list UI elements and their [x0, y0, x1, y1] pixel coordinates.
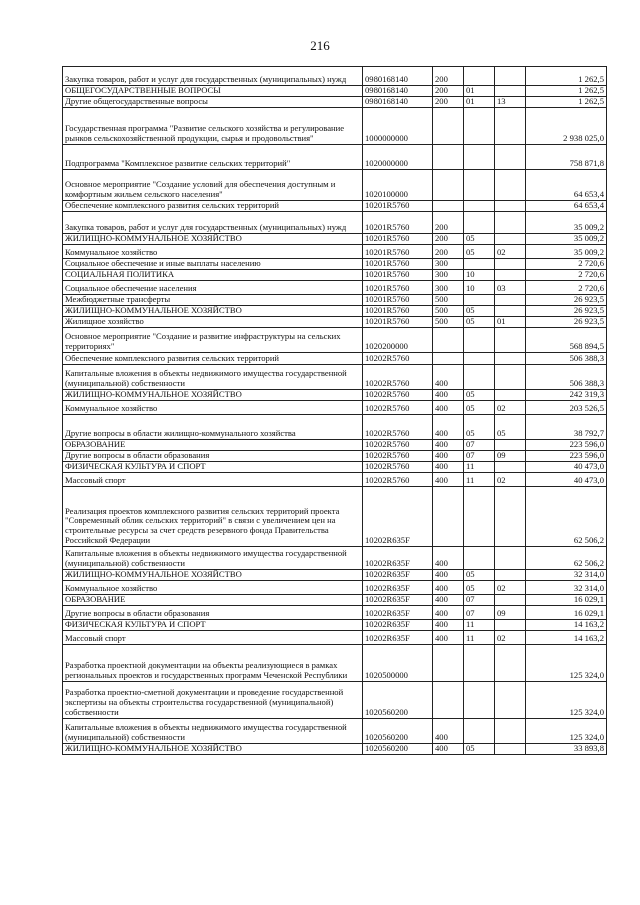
row-amount-cell: 26 923,5: [526, 295, 607, 306]
row-amount-cell: 242 319,3: [526, 390, 607, 401]
row-subsection-cell: [495, 440, 526, 451]
row-section-cell: 05: [464, 744, 495, 755]
page-number: 216: [310, 38, 330, 53]
row-amount-cell: 223 596,0: [526, 440, 607, 451]
row-section-cell: [464, 719, 495, 744]
row-subsection-cell: [495, 295, 526, 306]
row-amount-cell: 1 262,5: [526, 86, 607, 97]
row-expense-type-cell: 200: [433, 97, 464, 108]
row-expense-type-cell: 400: [433, 631, 464, 645]
row-name-cell: ЖИЛИЩНО-КОММУНАЛЬНОЕ ХОЗЯЙСТВО: [63, 570, 363, 581]
row-name-cell: Коммунальное хозяйство: [63, 401, 363, 415]
table-row: [63, 473, 607, 487]
table-row: [63, 97, 607, 108]
row-name-cell: Массовый спорт: [63, 631, 363, 645]
row-amount-cell: 38 792,7: [526, 415, 607, 440]
row-section-cell: [464, 328, 495, 353]
row-name-cell: ЖИЛИЩНО-КОММУНАЛЬНОЕ ХОЗЯЙСТВО: [63, 306, 363, 317]
row-section-cell: 07: [464, 440, 495, 451]
row-code-cell: 0980168140: [363, 86, 433, 97]
table-row: [63, 353, 607, 365]
row-subsection-cell: [495, 719, 526, 744]
row-expense-type-cell: 400: [433, 440, 464, 451]
row-subsection-cell: [495, 744, 526, 755]
row-subsection-cell: [495, 306, 526, 317]
row-section-cell: 01: [464, 97, 495, 108]
row-name-cell: Обеспечение комплексного развития сельских территорий: [63, 353, 363, 365]
row-code-cell: 10202R635F: [363, 487, 433, 547]
row-subsection-cell: [495, 212, 526, 234]
row-section-cell: 05: [464, 581, 495, 595]
row-subsection-cell: 02: [495, 401, 526, 415]
row-name-cell: Капитальные вложения в объекты недвижимого имущества государственной (муниципальной) собственности: [63, 719, 363, 744]
row-expense-type-cell: 400: [433, 415, 464, 440]
row-code-cell: 10202R635F: [363, 581, 433, 595]
row-subsection-cell: 03: [495, 281, 526, 295]
row-subsection-cell: [495, 328, 526, 353]
table-row: [63, 270, 607, 281]
row-subsection-cell: [495, 145, 526, 170]
row-section-cell: 05: [464, 306, 495, 317]
row-amount-cell: 33 893,8: [526, 744, 607, 755]
row-expense-type-cell: 400: [433, 570, 464, 581]
row-section-cell: 10: [464, 270, 495, 281]
row-section-cell: 11: [464, 462, 495, 473]
row-amount-cell: 64 653,4: [526, 170, 607, 201]
row-amount-cell: 32 314,0: [526, 570, 607, 581]
row-code-cell: 0980168140: [363, 67, 433, 86]
row-amount-cell: 16 029,1: [526, 595, 607, 606]
row-expense-type-cell: [433, 645, 464, 682]
table-row: [63, 462, 607, 473]
row-amount-cell: 506 388,3: [526, 353, 607, 365]
row-name-cell: Реализация проектов комплексного развития сельских территорий проекта "Современный облик сельских территорий" в связи с увеличением цен на строительные ресурсы за счет средств резервного фонда Правительства Российской Федерации: [63, 487, 363, 547]
row-name-cell: Основное мероприятие "Создание условий для обеспечения доступным и комфортным жильем сельского населения": [63, 170, 363, 201]
table-row: [63, 108, 607, 145]
row-expense-type-cell: 400: [433, 547, 464, 570]
row-expense-type-cell: 500: [433, 306, 464, 317]
row-name-cell: Разработка проектно-сметной документации и проведение государственной экспертизы на объекты строительства государственной (муниципальной) собственности: [63, 682, 363, 719]
row-code-cell: 10201R5760: [363, 259, 433, 270]
table-row: [63, 86, 607, 97]
row-code-cell: 10201R5760: [363, 245, 433, 259]
row-name-cell: ФИЗИЧЕСКАЯ КУЛЬТУРА И СПОРТ: [63, 462, 363, 473]
row-amount-cell: 125 324,0: [526, 719, 607, 744]
row-subsection-cell: [495, 682, 526, 719]
row-code-cell: 10202R5760: [363, 401, 433, 415]
row-code-cell: 1020100000: [363, 170, 433, 201]
row-section-cell: [464, 645, 495, 682]
row-section-cell: 11: [464, 473, 495, 487]
row-name-cell: Капитальные вложения в объекты недвижимого имущества государственной (муниципальной) собственности: [63, 365, 363, 390]
row-code-cell: 10202R635F: [363, 547, 433, 570]
row-name-cell: Другие вопросы в области жилищно-коммунального хозяйства: [63, 415, 363, 440]
table-row: [63, 570, 607, 581]
row-subsection-cell: [495, 270, 526, 281]
row-section-cell: [464, 170, 495, 201]
row-code-cell: 10201R5760: [363, 306, 433, 317]
row-section-cell: 05: [464, 390, 495, 401]
row-name-cell: Социальное обеспечение и иные выплаты населению: [63, 259, 363, 270]
row-section-cell: 05: [464, 415, 495, 440]
row-subsection-cell: [495, 86, 526, 97]
row-name-cell: Коммунальное хозяйство: [63, 581, 363, 595]
row-subsection-cell: [495, 259, 526, 270]
row-expense-type-cell: 400: [433, 744, 464, 755]
table-row: [63, 440, 607, 451]
row-section-cell: [464, 212, 495, 234]
row-subsection-cell: [495, 353, 526, 365]
row-subsection-cell: [495, 108, 526, 145]
row-subsection-cell: [495, 170, 526, 201]
row-name-cell: Обеспечение комплексного развития сельских территорий: [63, 201, 363, 212]
row-section-cell: 07: [464, 606, 495, 620]
row-section-cell: [464, 547, 495, 570]
row-section-cell: [464, 145, 495, 170]
table-row: [63, 145, 607, 170]
row-name-cell: ФИЗИЧЕСКАЯ КУЛЬТУРА И СПОРТ: [63, 620, 363, 631]
row-name-cell: Другие вопросы в области образования: [63, 606, 363, 620]
row-subsection-cell: [495, 234, 526, 245]
row-expense-type-cell: 400: [433, 401, 464, 415]
row-section-cell: 07: [464, 595, 495, 606]
row-expense-type-cell: 400: [433, 719, 464, 744]
row-code-cell: 10202R5760: [363, 451, 433, 462]
row-expense-type-cell: 400: [433, 606, 464, 620]
row-amount-cell: 26 923,5: [526, 306, 607, 317]
row-subsection-cell: [495, 595, 526, 606]
row-section-cell: [464, 365, 495, 390]
row-expense-type-cell: 200: [433, 212, 464, 234]
row-code-cell: 10202R5760: [363, 353, 433, 365]
row-expense-type-cell: [433, 145, 464, 170]
table-row: [63, 595, 607, 606]
row-code-cell: 10202R5760: [363, 415, 433, 440]
row-expense-type-cell: [433, 170, 464, 201]
table-row: [63, 259, 607, 270]
table-row: [63, 390, 607, 401]
row-subsection-cell: [495, 201, 526, 212]
row-name-cell: ЖИЛИЩНО-КОММУНАЛЬНОЕ ХОЗЯЙСТВО: [63, 234, 363, 245]
table-row: [63, 620, 607, 631]
row-code-cell: 1020200000: [363, 328, 433, 353]
row-code-cell: 10202R635F: [363, 620, 433, 631]
table-row: [63, 245, 607, 259]
row-amount-cell: 16 029,1: [526, 606, 607, 620]
row-subsection-cell: [495, 645, 526, 682]
row-section-cell: [464, 682, 495, 719]
table-row: [63, 451, 607, 462]
budget-table: [62, 66, 607, 755]
row-amount-cell: 35 009,2: [526, 212, 607, 234]
row-section-cell: [464, 259, 495, 270]
row-code-cell: 10201R5760: [363, 295, 433, 306]
row-name-cell: Другие вопросы в области образования: [63, 451, 363, 462]
row-amount-cell: 40 473,0: [526, 462, 607, 473]
table-row: [63, 581, 607, 595]
row-section-cell: 01: [464, 86, 495, 97]
row-section-cell: 10: [464, 281, 495, 295]
table-row: [63, 295, 607, 306]
row-expense-type-cell: 300: [433, 259, 464, 270]
row-code-cell: 10202R5760: [363, 365, 433, 390]
row-amount-cell: 40 473,0: [526, 473, 607, 487]
row-name-cell: ЖИЛИЩНО-КОММУНАЛЬНОЕ ХОЗЯЙСТВО: [63, 390, 363, 401]
row-expense-type-cell: 400: [433, 462, 464, 473]
row-expense-type-cell: [433, 353, 464, 365]
row-subsection-cell: 09: [495, 606, 526, 620]
row-amount-cell: 758 871,8: [526, 145, 607, 170]
row-amount-cell: 125 324,0: [526, 645, 607, 682]
row-name-cell: СОЦИАЛЬНАЯ ПОЛИТИКА: [63, 270, 363, 281]
row-amount-cell: 2 720,6: [526, 259, 607, 270]
row-expense-type-cell: [433, 328, 464, 353]
row-name-cell: Коммунальное хозяйство: [63, 245, 363, 259]
row-section-cell: [464, 108, 495, 145]
table-row: [63, 201, 607, 212]
row-subsection-cell: 02: [495, 631, 526, 645]
table-row: [63, 487, 607, 547]
table-row: [63, 547, 607, 570]
row-expense-type-cell: 400: [433, 620, 464, 631]
row-code-cell: 10202R5760: [363, 473, 433, 487]
row-amount-cell: 203 526,5: [526, 401, 607, 415]
row-code-cell: 0980168140: [363, 97, 433, 108]
row-section-cell: 05: [464, 401, 495, 415]
row-code-cell: 1020560200: [363, 719, 433, 744]
row-code-cell: 10201R5760: [363, 281, 433, 295]
row-name-cell: ОБЩЕГОСУДАРСТВЕННЫЕ ВОПРОСЫ: [63, 86, 363, 97]
row-section-cell: 11: [464, 631, 495, 645]
table-row: [63, 212, 607, 234]
table-row: [63, 170, 607, 201]
row-expense-type-cell: 400: [433, 595, 464, 606]
row-subsection-cell: 09: [495, 451, 526, 462]
row-expense-type-cell: [433, 108, 464, 145]
table-row: [63, 306, 607, 317]
row-amount-cell: 35 009,2: [526, 245, 607, 259]
row-subsection-cell: [495, 390, 526, 401]
row-amount-cell: 125 324,0: [526, 682, 607, 719]
row-code-cell: 10202R5760: [363, 390, 433, 401]
row-amount-cell: 64 653,4: [526, 201, 607, 212]
row-name-cell: Основное мероприятие "Создание и развитие инфраструктуры на сельских территориях": [63, 328, 363, 353]
row-section-cell: 05: [464, 234, 495, 245]
row-section-cell: [464, 353, 495, 365]
row-code-cell: 10202R5760: [363, 462, 433, 473]
table-row: [63, 682, 607, 719]
row-amount-cell: 26 923,5: [526, 317, 607, 328]
row-expense-type-cell: 400: [433, 365, 464, 390]
table-row: [63, 67, 607, 86]
row-code-cell: 10202R5760: [363, 440, 433, 451]
row-code-cell: 10202R635F: [363, 606, 433, 620]
table-row: [63, 401, 607, 415]
row-amount-cell: 506 388,3: [526, 365, 607, 390]
row-code-cell: 10201R5760: [363, 317, 433, 328]
table-row: [63, 328, 607, 353]
row-subsection-cell: 02: [495, 581, 526, 595]
row-name-cell: ОБРАЗОВАНИЕ: [63, 440, 363, 451]
row-name-cell: Капитальные вложения в объекты недвижимого имущества государственной (муниципальной) собственности: [63, 547, 363, 570]
row-name-cell: Закупка товаров, работ и услуг для государственных (муниципальных) нужд: [63, 67, 363, 86]
row-amount-cell: 1 262,5: [526, 67, 607, 86]
row-code-cell: 10202R635F: [363, 595, 433, 606]
row-code-cell: 10202R635F: [363, 631, 433, 645]
row-name-cell: Государственная программа "Развитие сельского хозяйства и регулирование рынков сельскохозяйственной продукции, сырья и продовольствия": [63, 108, 363, 145]
row-expense-type-cell: [433, 487, 464, 547]
table-row: [63, 281, 607, 295]
row-code-cell: 1020560200: [363, 744, 433, 755]
row-section-cell: 05: [464, 570, 495, 581]
row-expense-type-cell: 200: [433, 234, 464, 245]
row-expense-type-cell: 200: [433, 86, 464, 97]
row-section-cell: [464, 67, 495, 86]
row-code-cell: 1020000000: [363, 145, 433, 170]
row-name-cell: Жилищное хозяйство: [63, 317, 363, 328]
row-amount-cell: 62 506,2: [526, 487, 607, 547]
table-row: [63, 415, 607, 440]
table-row: [63, 719, 607, 744]
row-subsection-cell: 02: [495, 473, 526, 487]
row-code-cell: 10202R635F: [363, 570, 433, 581]
table-row: [63, 317, 607, 328]
row-name-cell: ЖИЛИЩНО-КОММУНАЛЬНОЕ ХОЗЯЙСТВО: [63, 744, 363, 755]
row-subsection-cell: [495, 67, 526, 86]
row-subsection-cell: [495, 487, 526, 547]
row-subsection-cell: [495, 547, 526, 570]
table-row: [63, 631, 607, 645]
row-expense-type-cell: [433, 201, 464, 212]
row-section-cell: [464, 487, 495, 547]
table-row: [63, 606, 607, 620]
row-section-cell: 07: [464, 451, 495, 462]
row-code-cell: 10201R5760: [363, 234, 433, 245]
row-expense-type-cell: 200: [433, 67, 464, 86]
row-expense-type-cell: 300: [433, 281, 464, 295]
row-section-cell: 11: [464, 620, 495, 631]
row-name-cell: ОБРАЗОВАНИЕ: [63, 595, 363, 606]
table-row: [63, 744, 607, 755]
row-amount-cell: 14 163,2: [526, 631, 607, 645]
budget-table-body: [63, 67, 607, 755]
row-amount-cell: 2 720,6: [526, 270, 607, 281]
row-expense-type-cell: [433, 682, 464, 719]
row-subsection-cell: [495, 462, 526, 473]
row-code-cell: 10201R5760: [363, 201, 433, 212]
row-amount-cell: 32 314,0: [526, 581, 607, 595]
row-expense-type-cell: 400: [433, 581, 464, 595]
row-name-cell: Подпрограмма "Комплексное развитие сельских территорий": [63, 145, 363, 170]
row-amount-cell: 2 720,6: [526, 281, 607, 295]
row-subsection-cell: [495, 365, 526, 390]
row-subsection-cell: 02: [495, 245, 526, 259]
row-name-cell: Разработка проектной документации на объекты реализующиеся в рамках региональных проектов и государственных программ Чеченской Республики: [63, 645, 363, 682]
row-expense-type-cell: 500: [433, 317, 464, 328]
row-code-cell: 10201R5760: [363, 270, 433, 281]
row-code-cell: 1000000000: [363, 108, 433, 145]
row-subsection-cell: 05: [495, 415, 526, 440]
row-subsection-cell: [495, 620, 526, 631]
table-row: [63, 645, 607, 682]
row-name-cell: Межбюджетные трансферты: [63, 295, 363, 306]
row-amount-cell: 223 596,0: [526, 451, 607, 462]
row-amount-cell: 35 009,2: [526, 234, 607, 245]
row-amount-cell: 568 894,5: [526, 328, 607, 353]
row-name-cell: Закупка товаров, работ и услуг для государственных (муниципальных) нужд: [63, 212, 363, 234]
row-expense-type-cell: 200: [433, 245, 464, 259]
row-expense-type-cell: 500: [433, 295, 464, 306]
row-amount-cell: 2 938 025,0: [526, 108, 607, 145]
row-subsection-cell: 01: [495, 317, 526, 328]
row-amount-cell: 1 262,5: [526, 97, 607, 108]
row-subsection-cell: [495, 570, 526, 581]
row-code-cell: 10201R5760: [363, 212, 433, 234]
row-name-cell: Другие общегосударственные вопросы: [63, 97, 363, 108]
row-expense-type-cell: 400: [433, 390, 464, 401]
row-code-cell: 1020560200: [363, 682, 433, 719]
row-expense-type-cell: 400: [433, 451, 464, 462]
row-section-cell: [464, 295, 495, 306]
table-row: [63, 365, 607, 390]
row-code-cell: 1020500000: [363, 645, 433, 682]
row-name-cell: Массовый спорт: [63, 473, 363, 487]
row-section-cell: [464, 201, 495, 212]
row-section-cell: 05: [464, 317, 495, 328]
row-expense-type-cell: 300: [433, 270, 464, 281]
row-subsection-cell: 13: [495, 97, 526, 108]
row-section-cell: 05: [464, 245, 495, 259]
table-row: [63, 234, 607, 245]
row-expense-type-cell: 400: [433, 473, 464, 487]
row-amount-cell: 14 163,2: [526, 620, 607, 631]
row-name-cell: Социальное обеспечение населения: [63, 281, 363, 295]
row-amount-cell: 62 506,2: [526, 547, 607, 570]
